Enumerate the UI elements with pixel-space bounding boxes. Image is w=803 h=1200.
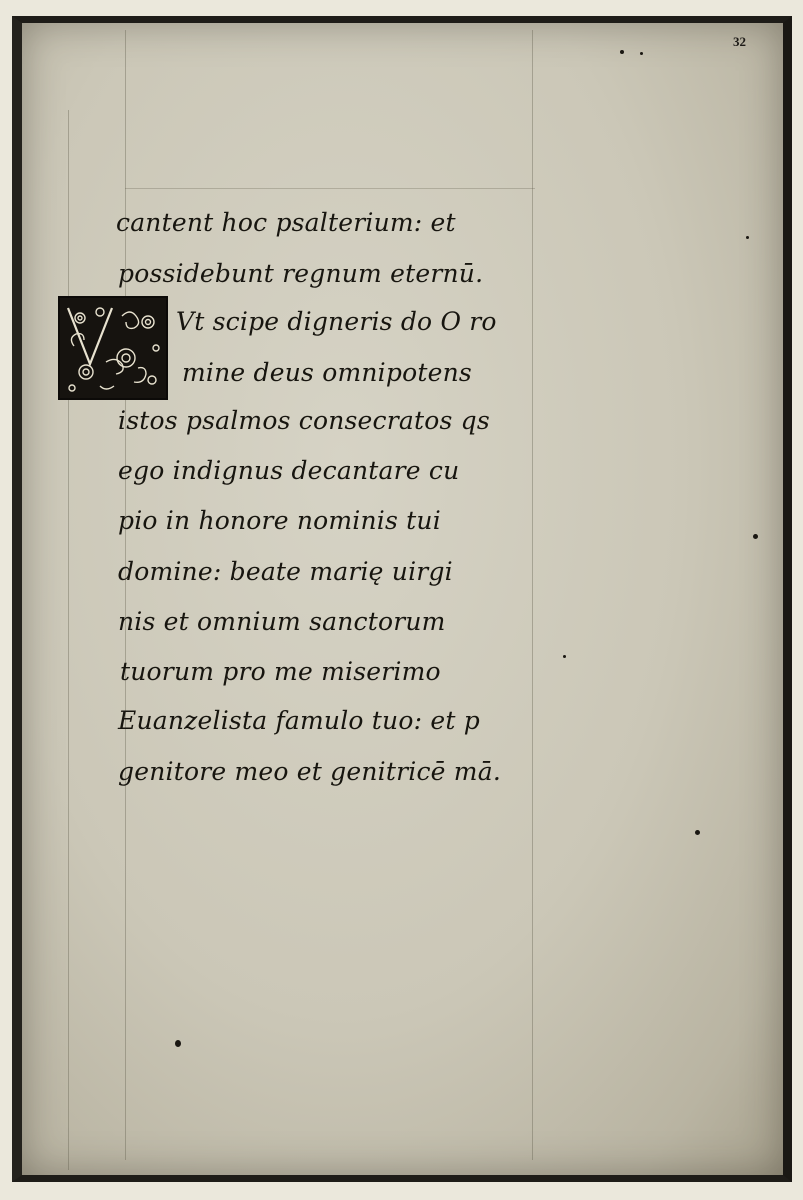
text-line: ego indignus decantare cu: [118, 456, 460, 485]
ink-speck: [640, 52, 643, 55]
ruling-line-right: [532, 30, 533, 1160]
ink-speck: [695, 830, 700, 835]
ruling-line-inner-left: [125, 30, 126, 1160]
text-line: genitore meo et genitricē mā.: [118, 757, 501, 786]
ink-speck: [563, 655, 566, 658]
text-line: istos psalmos consecratos qs: [118, 406, 490, 435]
initial-ornament-icon: [60, 298, 166, 398]
decorated-initial-v: [58, 296, 168, 400]
ruling-line-top: [125, 188, 535, 189]
manuscript-page: [12, 16, 792, 1182]
text-line: possidebunt regnum eternū.: [118, 259, 484, 288]
ink-speck: [175, 1040, 181, 1047]
ruling-line-left: [68, 110, 69, 1170]
ink-speck: [753, 534, 758, 539]
ink-speck: [620, 50, 624, 54]
text-line: mine deus omnipotens: [182, 358, 472, 387]
text-line: tuorum pro me miserimo: [120, 657, 441, 686]
text-line: nis et omnium sanctorum: [118, 607, 446, 636]
text-line: Euanzelista famulo tuo: et p: [118, 706, 480, 735]
text-line: cantent hoc psalterium: et: [116, 208, 456, 237]
text-line: Vt scipe digneris do O ro: [176, 307, 497, 336]
text-line: domine: beate marię uirgi: [118, 557, 453, 586]
text-line: pio in honore nominis tui: [118, 506, 441, 535]
page-number: 32: [733, 34, 746, 49]
ink-speck: [746, 236, 749, 239]
